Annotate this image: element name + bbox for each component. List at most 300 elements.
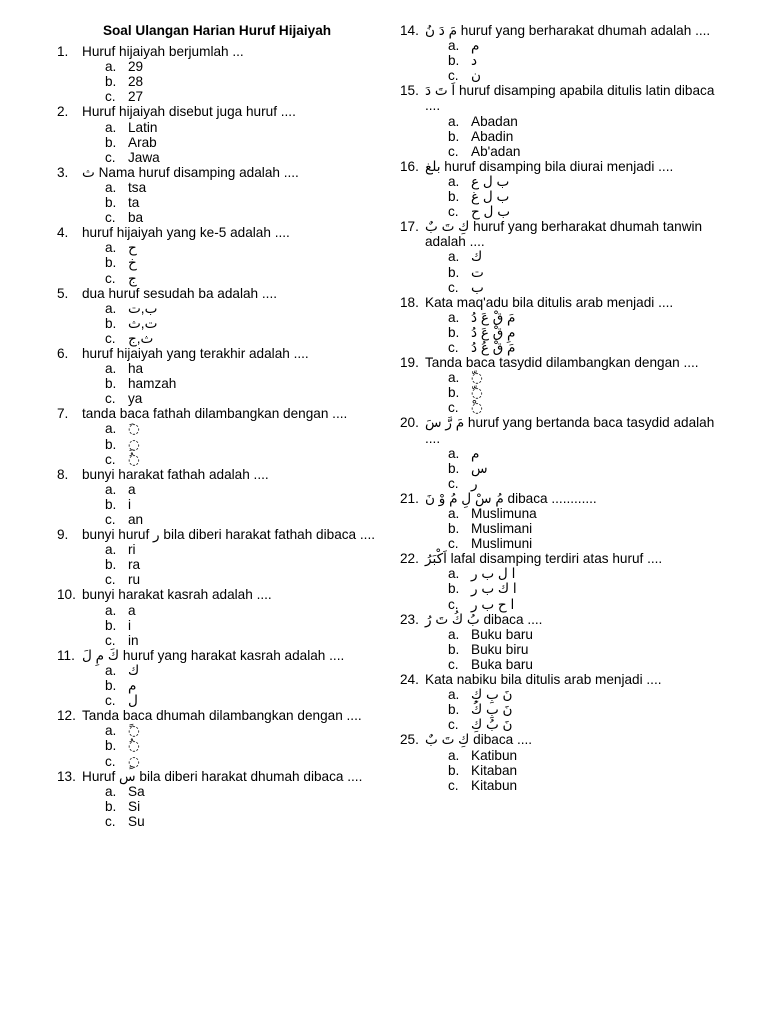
- answer-option: [400, 385, 730, 400]
- question-text: [425, 159, 730, 174]
- question-text: [425, 491, 730, 506]
- answer-option: [400, 265, 730, 280]
- answer-option: [57, 572, 377, 587]
- option-text: ◌ْ: [471, 400, 483, 416]
- question-number: 6.: [57, 345, 69, 361]
- question-text-segment: Huruf hijaiyah berjumlah ...: [82, 44, 244, 60]
- option-letter: c.: [448, 656, 459, 672]
- question-number: 21.: [400, 490, 419, 506]
- option-text: i: [128, 496, 132, 512]
- question-text-segment: lafal disamping terdiri atas huruf ....: [446, 551, 663, 567]
- answer-option: [400, 189, 730, 204]
- arabic-text: مَ دَ نُ: [425, 23, 458, 38]
- option-letter: b.: [448, 641, 460, 657]
- question-number: 11.: [57, 647, 75, 663]
- question-text-segment: bunyi harakat fathah adalah ....: [82, 466, 269, 482]
- option-letter: a.: [105, 542, 117, 558]
- option-text: a: [128, 481, 136, 497]
- option-letter: b.: [105, 195, 117, 211]
- answer-option: [57, 89, 377, 104]
- option-letter: a.: [105, 240, 117, 256]
- question-text-segment: Huruf hijaiyah disebut juga huruf ....: [82, 104, 296, 120]
- option-text: ta: [128, 195, 140, 211]
- answer-option: [57, 195, 377, 210]
- option-text: ◌ٍ: [128, 753, 140, 769]
- question-item: [400, 219, 730, 294]
- option-text: مَ قْ عَ دُ: [471, 309, 516, 325]
- option-text: ل: [128, 693, 138, 709]
- question-row: [57, 346, 377, 361]
- option-letter: b.: [448, 53, 460, 69]
- question-text-segment: huruf yang harakat kasrah adalah ....: [119, 647, 345, 663]
- option-text: د: [471, 53, 478, 69]
- answer-option: [400, 174, 730, 189]
- option-letter: a.: [105, 662, 117, 678]
- question-number: 13.: [57, 768, 76, 784]
- question-text-segment: Kata nabiku bila ditulis arab menjadi ....: [425, 672, 662, 688]
- question-item: [57, 467, 377, 527]
- option-text: Kitaban: [471, 762, 518, 778]
- answer-option: [57, 120, 377, 135]
- question-text-segment: dibaca ....: [469, 732, 533, 748]
- question-row: [57, 406, 377, 421]
- question-row: [400, 491, 730, 506]
- question-text-segment: Huruf: [82, 768, 120, 784]
- option-text: ra: [128, 557, 141, 573]
- option-letter: b.: [448, 324, 460, 340]
- question-item: [400, 612, 730, 672]
- question-number: 5.: [57, 285, 69, 301]
- option-text: ◌ُ: [128, 738, 140, 754]
- option-letter: a.: [448, 506, 460, 521]
- question-text-segment: huruf hijaiyah yang ke-5 adalah ....: [82, 225, 290, 241]
- answer-option: [400, 204, 730, 219]
- question-item: [57, 346, 377, 406]
- option-text: ب ل غ: [471, 189, 510, 205]
- question-row: [57, 286, 377, 301]
- answer-option: [400, 657, 730, 672]
- option-text: an: [128, 512, 144, 527]
- answer-option: [57, 331, 377, 346]
- question-text-segment: huruf disamping bila diurai menjadi ....: [440, 158, 674, 174]
- question-item: [400, 491, 730, 551]
- option-letter: a.: [105, 300, 117, 316]
- option-text: ◌َ: [128, 421, 140, 437]
- option-letter: c.: [448, 475, 459, 491]
- answer-option: [57, 633, 377, 648]
- question-number: 7.: [57, 406, 69, 422]
- question-item: [57, 165, 377, 225]
- question-text: [425, 612, 730, 627]
- question-text-segment: Tanda baca dhumah dilambangkan dengan ....: [82, 708, 362, 724]
- option-text: Abadan: [471, 113, 518, 129]
- answer-option: [400, 717, 730, 732]
- question-number: 4.: [57, 225, 69, 241]
- answer-option: [57, 135, 377, 150]
- option-text: ha: [128, 361, 144, 377]
- question-text-segment: huruf yang bertanda baca tasydid adalah ....: [425, 415, 715, 446]
- option-text: Buka baru: [471, 656, 533, 672]
- option-text: Si: [128, 798, 141, 814]
- question-text-segment: tanda baca fathah dilambangkan dengan ....: [82, 406, 348, 422]
- question-number: 8.: [57, 466, 69, 482]
- option-letter: a.: [448, 173, 460, 189]
- option-text: a: [128, 602, 136, 618]
- question-item: [400, 83, 730, 158]
- option-letter: b.: [448, 702, 460, 718]
- question-text: [425, 355, 730, 370]
- question-row: [57, 769, 377, 784]
- question-row: [57, 104, 377, 119]
- option-letter: a.: [105, 723, 117, 739]
- answer-option: [400, 597, 730, 612]
- question-text: [82, 165, 377, 180]
- option-letter: c.: [448, 777, 459, 793]
- question-number: 18.: [400, 294, 419, 310]
- option-text: ا ك ب ر: [471, 581, 517, 597]
- arabic-text: مُ سْ لِ مُ وْ نَ: [425, 490, 504, 506]
- option-text: ◌ِ: [128, 436, 140, 452]
- option-text: ج: [128, 270, 137, 286]
- option-text: مَ قْ عُ دُ: [471, 339, 516, 355]
- question-text: [425, 219, 730, 249]
- option-text: 28: [128, 74, 144, 90]
- arabic-text: مَ رَّ سَ: [425, 415, 465, 431]
- option-text: ◌ُ: [128, 451, 140, 467]
- answer-option: [57, 754, 377, 769]
- question-text-segment: Tanda baca tasydid dilambangkan dengan ....: [425, 355, 699, 371]
- question-text: [82, 467, 377, 482]
- answer-option: [57, 497, 377, 512]
- question-item: [57, 286, 377, 346]
- option-letter: a.: [448, 309, 460, 325]
- option-letter: a.: [448, 113, 460, 129]
- option-letter: c.: [105, 813, 116, 829]
- question-item: [400, 295, 730, 355]
- question-number: 25.: [400, 732, 419, 748]
- question-text: [425, 551, 730, 566]
- option-text: ba: [128, 210, 144, 226]
- arabic-text: بُ كُ تَ رُ: [425, 611, 480, 627]
- answer-option: [400, 702, 730, 717]
- question-item: [57, 527, 377, 587]
- option-letter: a.: [105, 783, 117, 799]
- option-text: tsa: [128, 179, 147, 195]
- answer-option: [400, 627, 730, 642]
- question-text-segment: dibaca ............: [503, 490, 597, 506]
- option-text: Su: [128, 813, 145, 829]
- answer-option: [400, 748, 730, 763]
- question-text: [425, 415, 730, 445]
- option-text: ya: [128, 391, 143, 407]
- option-text: مِ قْ عَ دُ: [471, 324, 516, 340]
- question-text: [425, 672, 730, 687]
- answer-option: [57, 542, 377, 557]
- answer-option: [400, 310, 730, 325]
- option-letter: a.: [448, 38, 460, 54]
- question-row: [400, 355, 730, 370]
- answer-option: [400, 566, 730, 581]
- question-row: [400, 415, 730, 445]
- answer-option: [57, 512, 377, 527]
- option-letter: c.: [105, 451, 116, 467]
- option-letter: a.: [448, 445, 460, 461]
- option-letter: b.: [105, 74, 117, 90]
- answer-option: [400, 778, 730, 793]
- option-letter: b.: [105, 315, 117, 331]
- answer-option: [57, 150, 377, 165]
- arabic-text: كِ تَ بٌ: [425, 219, 470, 235]
- option-letter: a.: [448, 566, 460, 582]
- question-row: [57, 44, 377, 59]
- option-letter: a.: [105, 119, 117, 135]
- option-text: Arab: [128, 134, 157, 150]
- question-row: [400, 551, 730, 566]
- question-text: [82, 527, 377, 542]
- option-letter: c.: [105, 693, 116, 709]
- arabic-text: اَكْبَرُ: [425, 551, 447, 567]
- option-text: ن: [471, 68, 481, 84]
- answer-option: [57, 301, 377, 316]
- answer-option: [400, 340, 730, 355]
- arabic-text: ث: [82, 164, 95, 180]
- question-number: 20.: [400, 415, 419, 431]
- option-letter: c.: [448, 339, 459, 355]
- answer-option: [400, 446, 730, 461]
- question-number: 1.: [57, 44, 69, 60]
- option-text: م: [128, 678, 137, 694]
- option-text: Buku biru: [471, 641, 529, 657]
- arabic-text: بلغ: [425, 158, 441, 174]
- question-text: [82, 346, 377, 361]
- answer-option: [400, 400, 730, 415]
- option-letter: c.: [448, 400, 459, 416]
- option-text: Latin: [128, 119, 158, 135]
- question-row: [57, 527, 377, 542]
- option-text: ◌ّ: [471, 385, 483, 401]
- option-text: ◌ً: [128, 723, 140, 739]
- question-text: [425, 295, 730, 310]
- answer-option: [400, 476, 730, 491]
- option-text: Muslimuna: [471, 506, 537, 521]
- option-text: in: [128, 632, 139, 648]
- option-letter: b.: [448, 581, 460, 597]
- option-letter: c.: [105, 572, 116, 588]
- answer-option: [57, 376, 377, 391]
- option-letter: a.: [105, 421, 117, 437]
- question-text: [82, 104, 377, 119]
- option-letter: a.: [448, 687, 460, 703]
- question-number: 14.: [400, 23, 419, 38]
- option-letter: b.: [448, 385, 460, 401]
- option-letter: b.: [105, 617, 117, 633]
- option-letter: c.: [105, 270, 116, 286]
- option-text: ا ح ب ر: [471, 596, 515, 612]
- question-number: 24.: [400, 672, 419, 688]
- option-letter: c.: [105, 632, 116, 648]
- answer-option: [57, 557, 377, 572]
- question-item: [57, 44, 377, 104]
- option-letter: c.: [448, 717, 459, 733]
- option-letter: b.: [448, 762, 460, 778]
- question-row: [400, 83, 730, 113]
- answer-option: [57, 663, 377, 678]
- answer-option: [57, 316, 377, 331]
- question-item: [57, 587, 377, 647]
- option-letter: a.: [448, 249, 460, 265]
- option-letter: b.: [448, 521, 460, 537]
- answer-option: [57, 421, 377, 436]
- option-text: م: [471, 38, 480, 54]
- answer-option: [57, 59, 377, 74]
- question-text: [82, 769, 377, 784]
- option-letter: b.: [105, 134, 117, 150]
- answer-option: [57, 678, 377, 693]
- arabic-text: ر: [153, 527, 160, 543]
- option-letter: b.: [105, 557, 117, 573]
- question-number: 12.: [57, 708, 76, 724]
- answer-option: [400, 325, 730, 340]
- option-text: ا ل ب ر: [471, 566, 516, 582]
- arabic-text: اَ تَ دَ: [425, 83, 456, 99]
- option-text: ث,ج: [128, 330, 154, 346]
- option-letter: c.: [105, 330, 116, 346]
- question-text: [82, 587, 377, 602]
- question-number: 17.: [400, 219, 419, 235]
- option-letter: b.: [105, 738, 117, 754]
- question-row: [57, 648, 377, 663]
- option-text: ب ل ع: [471, 173, 510, 189]
- option-letter: a.: [105, 602, 117, 618]
- question-text-segment: Kata maq'adu bila ditulis arab menjadi ....: [425, 294, 674, 310]
- question-number: 2.: [57, 104, 69, 120]
- option-letter: c.: [105, 210, 116, 226]
- question-text: [82, 286, 377, 301]
- question-row: [400, 612, 730, 627]
- question-text: [82, 648, 377, 663]
- option-letter: c.: [105, 512, 116, 527]
- option-letter: b.: [105, 798, 117, 814]
- question-row: [57, 165, 377, 180]
- option-text: Jawa: [128, 149, 160, 165]
- option-text: نَ بِ كُ: [471, 702, 513, 718]
- question-row: [57, 708, 377, 723]
- question-text-segment: bunyi huruf: [82, 527, 154, 543]
- option-letter: c.: [448, 143, 459, 159]
- question-number: 16.: [400, 158, 419, 174]
- option-letter: c.: [448, 68, 459, 84]
- option-letter: a.: [448, 626, 460, 642]
- option-letter: a.: [448, 370, 460, 386]
- answer-option: [57, 723, 377, 738]
- question-row: [400, 672, 730, 687]
- answer-option: [57, 784, 377, 799]
- answer-option: [57, 738, 377, 753]
- arabic-text: س: [119, 768, 136, 784]
- question-text-segment: huruf yang berharakat dhumah adalah ....: [457, 23, 711, 38]
- question-number: 10.: [57, 587, 76, 603]
- question-item: [57, 406, 377, 466]
- option-text: ri: [128, 542, 136, 558]
- answer-option: [57, 255, 377, 270]
- option-text: ru: [128, 572, 141, 588]
- question-item: [400, 355, 730, 415]
- option-text: ت: [471, 264, 484, 280]
- question-row: [57, 467, 377, 482]
- option-text: نَ بُ كِ: [471, 717, 513, 733]
- answer-option: [57, 799, 377, 814]
- question-row: [57, 587, 377, 602]
- answer-option: [400, 114, 730, 129]
- option-letter: c.: [105, 391, 116, 407]
- question-item: [400, 732, 730, 792]
- answer-option: [57, 482, 377, 497]
- answer-option: [400, 280, 730, 295]
- answer-option: [57, 618, 377, 633]
- answer-option: [400, 763, 730, 778]
- answer-option: [400, 687, 730, 702]
- option-letter: c.: [105, 753, 116, 769]
- question-row: [400, 159, 730, 174]
- option-letter: a.: [105, 179, 117, 195]
- answer-option: [57, 452, 377, 467]
- answer-option: [400, 38, 730, 53]
- option-text: ب ل ح: [471, 204, 511, 220]
- answer-option: [400, 370, 730, 385]
- option-text: Ab'adan: [471, 143, 521, 159]
- question-number: 19.: [400, 355, 419, 371]
- option-text: Kitabun: [471, 777, 518, 793]
- question-text-segment: dua huruf sesudah ba adalah ....: [82, 285, 277, 301]
- question-text-segment: bila diberi harakat dhumah dibaca ....: [135, 768, 363, 784]
- answer-option: [57, 210, 377, 225]
- answer-option: [400, 53, 730, 68]
- option-letter: b.: [105, 436, 117, 452]
- left-column: [57, 23, 377, 829]
- answer-option: [400, 129, 730, 144]
- question-text: [425, 23, 730, 38]
- question-row: [400, 732, 730, 747]
- answer-option: [400, 521, 730, 536]
- option-letter: a.: [105, 59, 117, 75]
- question-text-segment: huruf yang berharakat dhumah tanwin adalah ....: [425, 219, 703, 250]
- option-letter: b.: [105, 496, 117, 512]
- answer-option: [57, 240, 377, 255]
- option-text: Sa: [128, 783, 145, 799]
- question-text-segment: bila diberi harakat fathah dibaca ....: [159, 527, 375, 543]
- option-text: ر: [471, 475, 478, 491]
- option-text: ك: [128, 662, 140, 678]
- question-text: [82, 44, 377, 59]
- option-text: Buku baru: [471, 626, 533, 642]
- option-letter: b.: [448, 128, 460, 144]
- question-item: [57, 708, 377, 768]
- option-letter: b.: [448, 264, 460, 280]
- question-row: [57, 225, 377, 240]
- option-letter: c.: [448, 279, 459, 295]
- option-text: hamzah: [128, 376, 177, 392]
- question-text: [425, 732, 730, 747]
- option-text: ت,ث: [128, 315, 158, 331]
- question-item: [400, 415, 730, 490]
- question-text-segment: Nama huruf disamping adalah ....: [94, 164, 299, 180]
- question-text-segment: huruf disamping apabila ditulis latin dibaca ....: [425, 83, 715, 114]
- answer-option: [400, 68, 730, 83]
- option-text: خ: [128, 255, 137, 271]
- option-text: ك: [471, 249, 483, 265]
- answer-option: [57, 180, 377, 195]
- answer-option: [57, 361, 377, 376]
